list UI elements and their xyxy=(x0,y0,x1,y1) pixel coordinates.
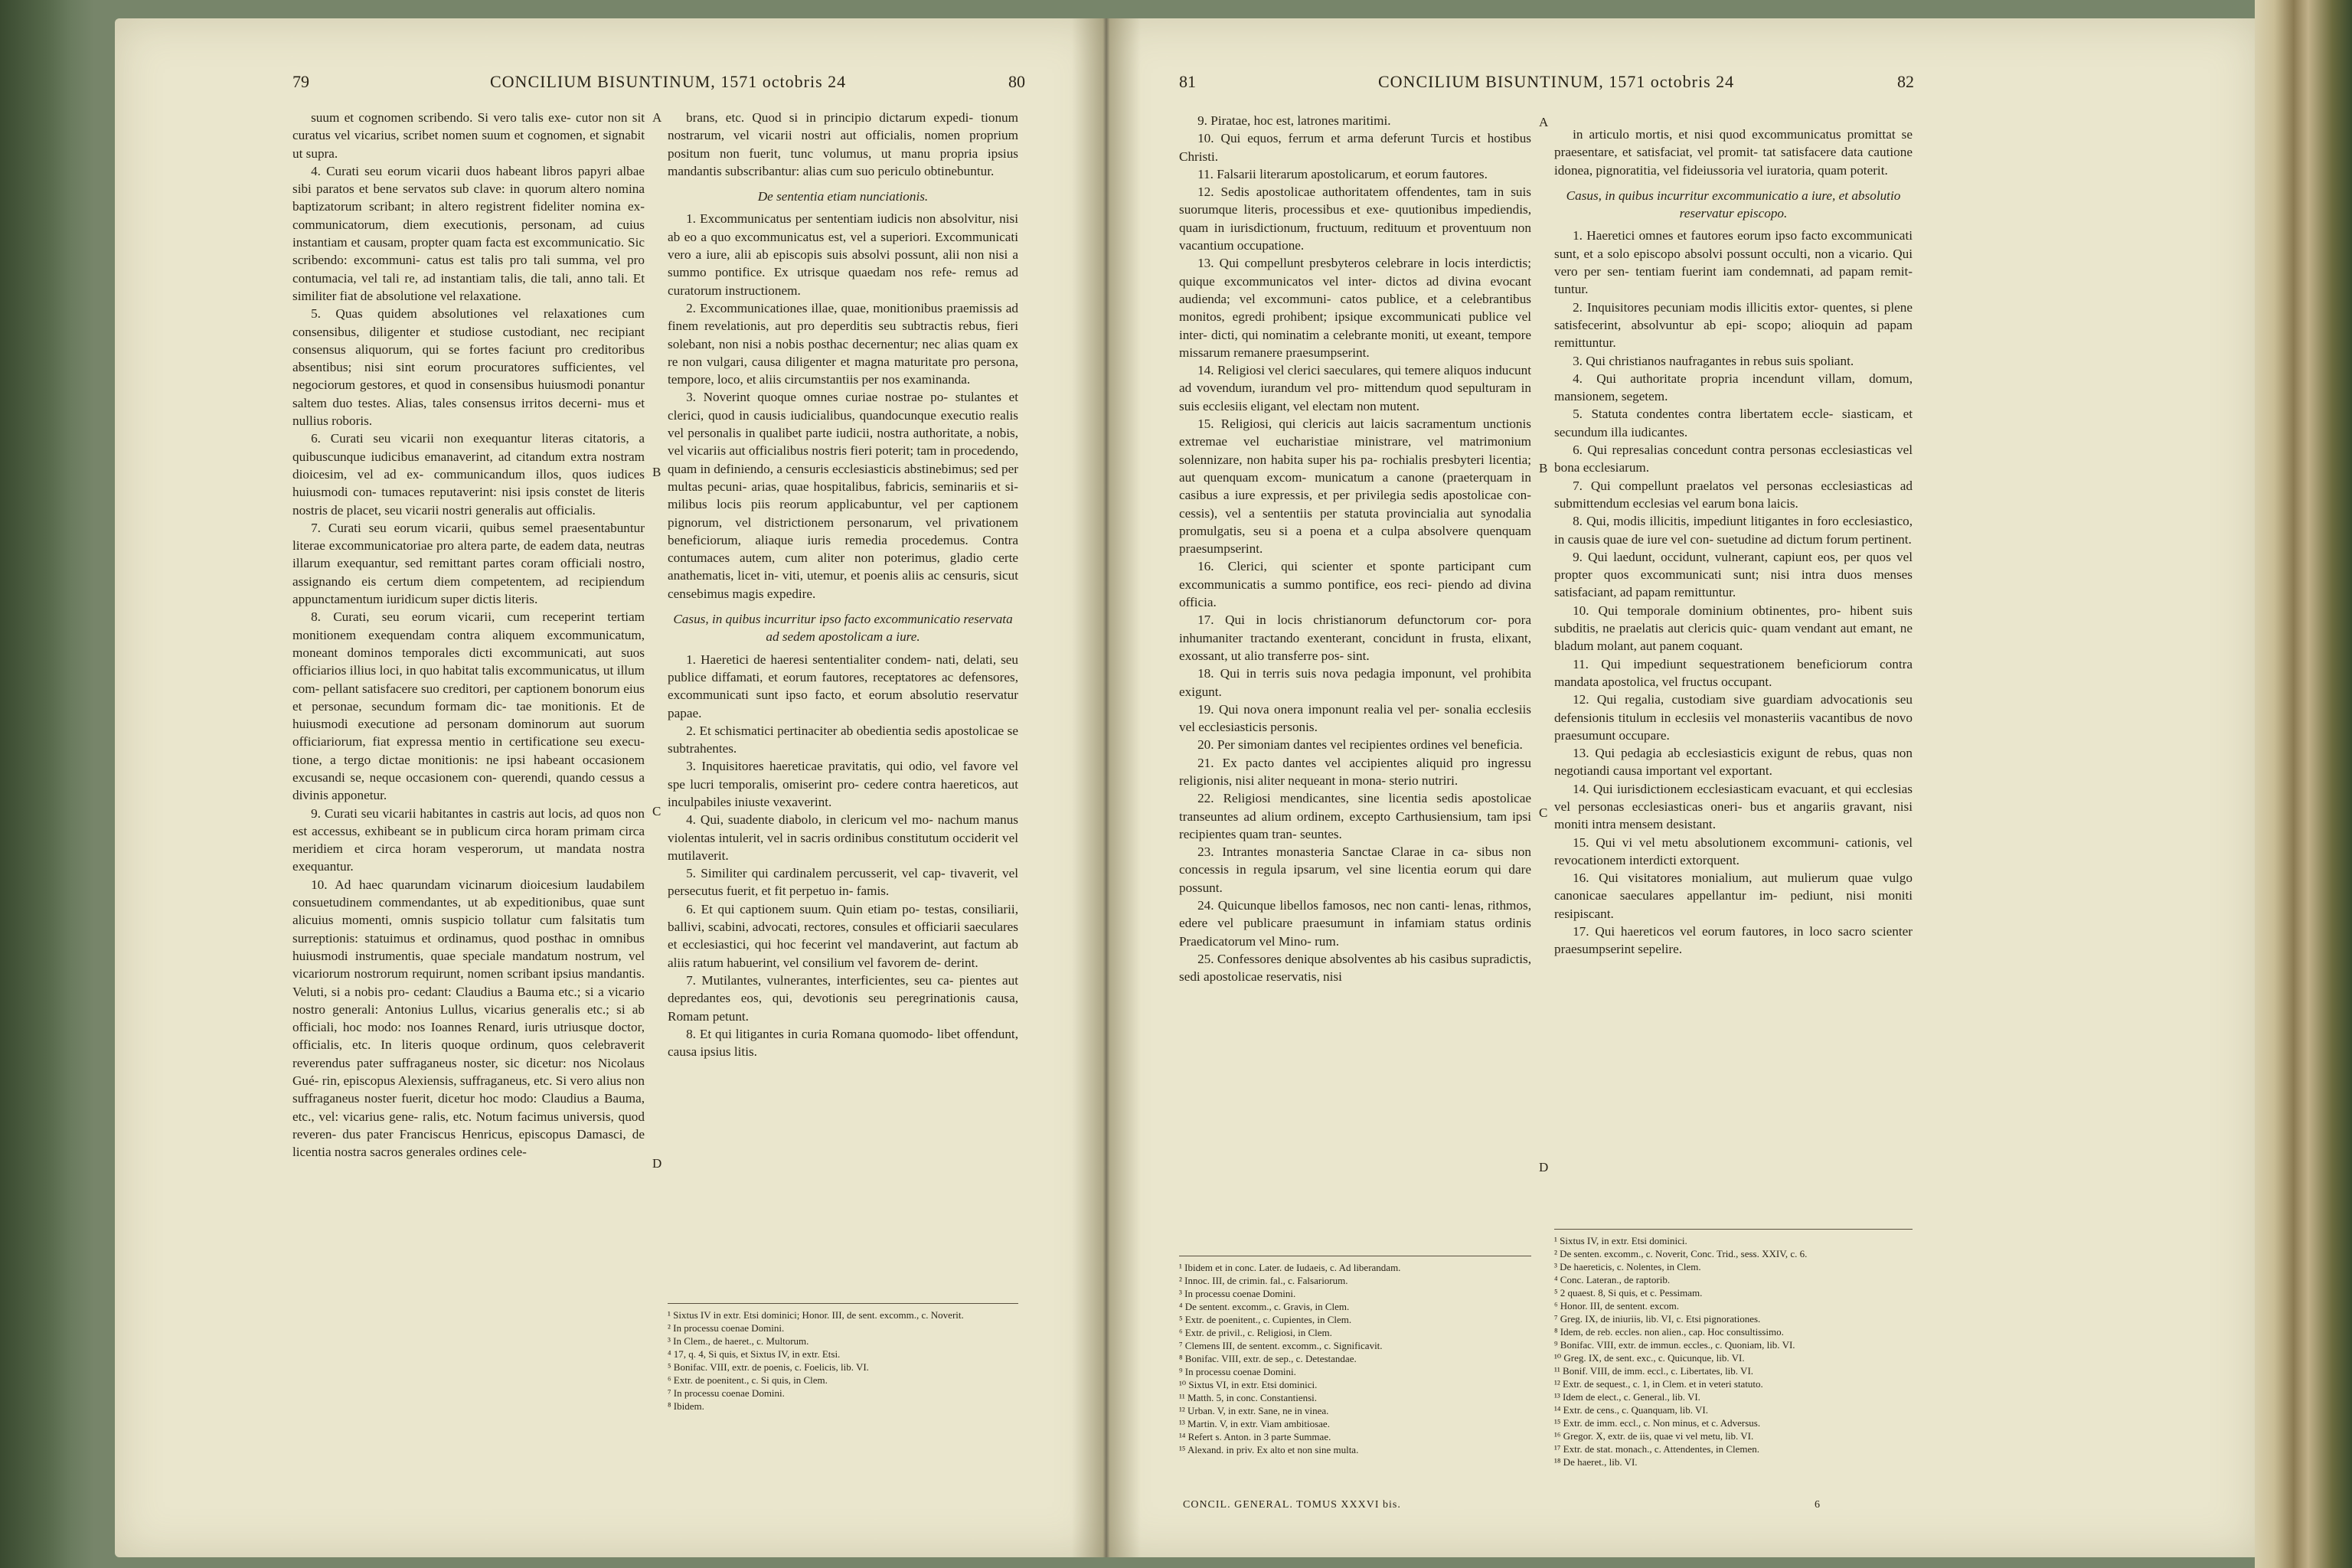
footnote: ⁸ Ibidem. xyxy=(668,1400,704,1412)
paragraph: 1. Haeretici omnes et fautores eorum ipso facto excommunicati sunt, et a solo episcopo absolvi possunt occulti, non a vicario. Qui vero per sen- tentiam fuerint iam condemnati, ad papam remit- tuntur. xyxy=(1554,228,1913,297)
footnote: ¹² Urban. V, in extr. Sane, ne in vinea. xyxy=(1179,1405,1329,1416)
footnote: ¹ Ibidem et in conc. Later. de Iudaeis, c. Ad liberandam. xyxy=(1179,1262,1401,1273)
paragraph: 1. Haeretici de haeresi sententialiter condem- nati, delati, seu publice diffamati, et eorum fautores, receptatores ac defensores, excommunicati sunt ipso facto, et eorum absolutio reservatur papae. xyxy=(668,652,1018,720)
paragraph: 8. Curati, seu eorum vicarii, cum receperint tertiam monitionem exequendam contra aliquem excommunicatum, moneant dominos temporales dicti excommunicati, aut suos officiarios illius loci, in quo habitat talis excommunicatus, ut illum com- pellant satisfacere suo creditori, per captionem bonorum eius et personae, secundum formam dic- tae monitionis. Et de huiusmodi executione ad personam dominorum aut suorum officiariorum, fiat expressa mentio in certificatione seu execu- tione, a tergo dictae monitionis: ne ipsi habeant occasionem excusandi se, neque occasionem con- querendi, quando cessus a divinis apponetur. xyxy=(292,609,645,803)
section-heading: Casus, in quibus incurritur ipso facto excommunicatio reservata ad sedem apostolicam a iure. xyxy=(673,612,1013,645)
paragraph: 7. Curati seu eorum vicarii, quibus semel praesentabuntur literae excommunicatoriae pro altera parte, de eadem data, neutras illarum exequantur, sed remittant partes coram officiali nostro, assignando eis certum diem competentem, ad recipiendum appunctamentum iuridicum super dictis literis. xyxy=(292,520,645,607)
paragraph: 10. Ad haec quarundam vicinarum dioicesium laudabilem consuetudinem commendantes, ut ab expeditionibus, quae sunt alicuius momenti, omnis suspicio tollatur cum falsitatis tum surreptionis: statuimus et ordinamus, quod posthac in omnibus huiusmodi instrumentis, quae speciale mandatum nostrum, vel vicariorum nostrorum requirunt, nomen scribant ipsius mandantis. Veluti, si a nobis pro- cedant: Claudius a Bauma etc.; si a vicario nostro generali: Antonius Lullus, vicarius generalis etc.; si ab officiali, hoc modo: nos Ioannes Renard, iuris utriusque doctor, officialis, etc. In literis quoque ordinum, quos celebraverit reverendus pater suffraganeus noster, sic dicetur: nos Nicolaus Gué- rin, episcopus Alexiensis, suffraganeus, etc. Si vero alius non suffraganeus noster fuerit, dicetur hoc modo: Claudius a Bauma, etc., vel: vicarius gene- ralis, etc. Notum facimus universis, quod reveren- dus pater Franciscus Henricus, episcopus Damasci, de licentia nostra sacros generales ordines cele- xyxy=(292,877,645,1160)
margin-letter: C xyxy=(1539,805,1548,820)
footnote: ³ In processu coenae Domini. xyxy=(1179,1288,1296,1299)
margin-letter: A xyxy=(652,110,662,125)
footnote: ⁵ 2 quaest. 8, Si quis, et c. Pessimam. xyxy=(1554,1287,1703,1298)
paragraph: 4. Curati seu eorum vicarii duos habeant libros papyri albae sibi paratos et bene servatos sub clave: in quorum altero nomina baptizatorum scribant; in altero registrent fideliter nomina ex- communicatorum, diem executionis, personam, ad cuius instantiam et causam, propter quam facta est excommunicatio. Sic scribendo: excommuni- catus est talis pro tali summa, vel pro contumacia, vel tali re, ad instantiam talis, die tali, anno tali. Et similiter fiat de absolutione vel relaxatione. xyxy=(292,163,645,303)
paragraph: 14. Qui iurisdictionem ecclesiasticam evacuant, et qui ecclesias vel personas ecclesiasticas oneri- bus et angariis gravant, nisi moniti intra mensem desistant. xyxy=(1554,781,1913,832)
footnote: ⁶ Honor. III, de sentent. excom. xyxy=(1554,1300,1680,1312)
footnote: ¹² Extr. de sequest., c. 1, in Clem. et in veteri statuto. xyxy=(1554,1378,1763,1390)
paragraph: suum et cognomen scribendo. Si vero talis exe- cutor non sit curatus vel vicarius, scribet nomen suum et cognomen, et signabit ut supra. xyxy=(292,110,645,161)
paragraph: 13. Qui pedagia ab ecclesiasticis exigunt de rebus, quas non negotiandi causa important vel exportant. xyxy=(1554,746,1913,779)
paragraph: 3. Inquisitores haereticae pravitatis, qui odio, vel favore vel spe lucri temporalis, omiserint pro- cedere contra haereticos, aut inculpabiles iniuste vexaverint. xyxy=(668,759,1018,809)
footnote: ¹⁰ Sixtus VI, in extr. Etsi dominici. xyxy=(1179,1379,1318,1390)
footnote: ⁷ In processu coenae Domini. xyxy=(668,1387,785,1399)
paragraph: 6. Curati seu vicarii non exequantur literas citatoris, a quibuscunque iudicibus emanaverint, ad citandum extra nostram dioicesim, vel ad ex- communicandum illos, quos iudices huiusmodi con- tumaces reputaverint: nisi ipsis constet de literis nostris de placet, seu vicarii nostri generalis aut officialis. xyxy=(292,431,645,518)
paragraph: 12. Qui regalia, custodiam sive guardiam advocationis seu defensionis titulum in ecclesiis vel monasteriis vacantibus de novo praesumunt occupare. xyxy=(1554,692,1913,743)
footnote: ⁷ Clemens III, de sentent. excomm., c. Significavit. xyxy=(1179,1340,1383,1351)
footnote: ¹⁵ Extr. de imm. eccl., c. Non minus, et c. Adversus. xyxy=(1554,1417,1761,1429)
footnote: ¹⁸ De haeret., lib. VI. xyxy=(1554,1456,1638,1468)
footnote: ¹⁰ Greg. IX, de sent. exc., c. Quicunque, lib. VI. xyxy=(1554,1352,1745,1364)
paragraph: 20. Per simoniam dantes vel recipientes ordines vel beneficia. xyxy=(1197,737,1523,753)
paragraph: 21. Ex pacto dantes vel accipientes aliquid pro ingressu religionis, nisi aliter nequeant in mona- sterio nutriri. xyxy=(1179,755,1531,788)
paragraph: 6. Et qui captionem suum. Quin etiam po- testas, consiliarii, ballivi, scabini, advocati, rectores, consules et officiarii saeculares et ecclesiastici, qui hoc fecerint vel mandaverint, aut factum ab aliis ratum habuerint, vel consilium vel favorem de- derint. xyxy=(668,901,1018,970)
paragraph: 17. Qui haereticos vel eorum fautores, in loco sacro scienter praesumpserint sepelire. xyxy=(1554,924,1913,957)
footnote: ¹³ Idem de elect., c. General., lib. VI. xyxy=(1554,1391,1700,1403)
signature-page-number: 6 xyxy=(1815,1499,1820,1511)
footnote: ⁶ Extr. de poenitent., c. Si quis, in Clem. xyxy=(668,1374,828,1386)
paragraph: 16. Clerici, qui scienter et sponte participant cum excommunicatis a summo pontifice, eos reci- piendo ad divina officia. xyxy=(1179,559,1531,610)
paragraph: 10. Qui equos, ferrum et arma deferunt Turcis et hostibus Christi. xyxy=(1179,131,1531,164)
paragraph: 10. Qui temporale dominium obtinentes, pro- hibent suis subditis, ne praelatis aut clericis quic- quam vendant aut emant, ne bladum molant, aut panem coquant. xyxy=(1554,603,1913,654)
margin-letter: D xyxy=(1539,1160,1549,1174)
margin-letter: B xyxy=(652,465,662,479)
footnote: ¹³ Martin. V, in extr. Viam ambitiosae. xyxy=(1179,1418,1330,1429)
paragraph: 6. Qui represalias concedunt contra personas ecclesiasticas vel bona ecclesiarum. xyxy=(1554,443,1913,475)
footnote: ⁷ Greg. IX, de iniuriis, lib. VI, c. Etsi pignorationes. xyxy=(1554,1313,1761,1325)
paragraph: 12. Sedis apostolicae authoritatem offendentes, tam in suis suorumque literis, processibus et exe- quutionibus impediendis, quam in iurisdictionum, fructuum, redituum et proventuum non vacantium occupatione. xyxy=(1179,185,1531,253)
paragraph: brans, etc. Quod si in principio dictarum expedi- tionum nostrarum, vel vicarii nostri aut officialis, nomen proprium positum non fuerit, tunc volumus, ut manu propria ipsius mandantis subscribantur: alias cum suo periculo obtinebuntur. xyxy=(668,110,1018,178)
paragraph: 2. Inquisitores pecuniam modis illicitis extor- quentes, si plene satisfecerint, absolvuntur ab epi- scopo; alioquin ad papam remittuntur. xyxy=(1554,299,1913,351)
footnote: ¹ Sixtus IV, in extr. Etsi dominici. xyxy=(1554,1235,1687,1246)
footnote: ² De senten. excomm., c. Noverit, Conc. Trid., sess. XXIV, c. 6. xyxy=(1554,1248,1808,1259)
paragraph: 22. Religiosi mendicantes, sine licentia sedis apostolicae transeuntes ad alium ordinem, excepto Carthusiensium, tam ipsi recipientes quam tran- seuntes. xyxy=(1179,791,1531,841)
paragraph: 3. Noverint quoque omnes curiae nostrae po- stulantes et clerici, quod in causis iudicialibus, quandocunque executio realis vel personalis in qualibet parte iudicii, nostra authoritate, a nobis, vel vicariis aut officialibus nostris fieri poterit; tam in procedendo, quam in definiendo, a censuris ecclesiasticis abstinebimus; sed per multas pecuni- arias, quae hospitalibus, fabricis, seminariis et si- milibus locis piis reorum applicabuntur, vel per captionem pignorum, vel districtionem personarum, vel privationem beneficiorum, aliaque iuris remedia procedemus. Contra contumaces autem, cum aliter non poterimus, gladio certe anathematis, licet in- viti, utemur, et poenis aliis ac censuris, sicut censebimus magis expedire. xyxy=(668,390,1018,601)
footnote: ¹⁴ Refert s. Anton. in 3 parte Summae. xyxy=(1179,1431,1331,1442)
paragraph: 13. Qui compellunt presbyteros celebrare in locis interdictis; quique excommunicatos vel inter- dictos ad divina evocant audienda; vel excommuni- catos publice, et a celebrantibus monitos, egredi prohibent; ipsique excommunicati publice vel inter- dicti, qui nominatim a celebrante moniti, ut exeant, tempore missarum remanere praesumpserint. xyxy=(1179,256,1531,360)
paragraph: in articulo mortis, et nisi quod excommunicatus promittat se praesentare, et satisfaciat, vel promit- tat satisfacere data cautione idonea, pignoratitia, vel fideiussoria vel iuratoria, quam poterit. xyxy=(1554,127,1913,178)
paragraph: 8. Et qui litigantes in curia Romana quomodo- libet offendunt, causa ipsius litis. xyxy=(668,1026,1018,1060)
footnote: ¹⁴ Extr. de cens., c. Quanquam, lib. VI. xyxy=(1554,1404,1708,1416)
footnote: ² In processu coenae Domini. xyxy=(668,1322,785,1334)
right-page-column-1 xyxy=(1179,112,1531,986)
footnote: ¹⁷ Extr. de stat. monach., c. Attendentes, in Clemen. xyxy=(1554,1443,1760,1455)
footnote: ⁴ Conc. Lateran., de raptorib. xyxy=(1554,1274,1671,1285)
paragraph: 9. Curati seu vicarii habitantes in castris aut locis, ad quos non est accessus, exhibeant se in publicum circa horam primam circa meridiem et circa horam vesperorum, ut mandata nostra exequantur. xyxy=(292,805,645,874)
paragraph: 5. Similiter qui cardinalem percusserit, vel cap- tivaverit, vel persecutus fuerit, et fit perpetuo in- famis. xyxy=(668,866,1018,899)
page-number-79: 79 xyxy=(292,72,309,91)
page-number-80: 80 xyxy=(1008,72,1025,91)
paragraph: 2. Excommunicationes illae, quae, monitionibus praemissis ad finem revelationis, aut pro deperditis seu subtractis rebus, fieri solebant, non nisi a nobis posthac decernentur; nec alias quam ex re non vulgari, causa diligenter et magna maturitate pro persona, tempore, loco, et aliis circumstantiis per nos examinanda. xyxy=(668,300,1018,387)
footnote: ¹¹ Bonif. VIII, de imm. eccl., c. Libertates, lib. VI. xyxy=(1554,1365,1754,1377)
book-gutter xyxy=(1072,18,1141,1557)
footnote: ¹⁵ Alexand. in priv. Ex alto et non sine multa. xyxy=(1179,1444,1359,1455)
section-heading: Casus, in quibus incurritur excommunicatio a iure, et absolutio reservatur episcopo. xyxy=(1566,188,1901,221)
paragraph: 5. Statuta condentes contra libertatem eccle- siasticam, et secundum illa iudicantes. xyxy=(1554,407,1913,439)
paragraph: 4. Qui authoritate propria incendunt villam, domum, mansionem, segetem. xyxy=(1554,371,1913,404)
right-page-footnotes-1 xyxy=(1179,1256,1531,1456)
paragraph: 19. Qui nova onera imponunt realia vel per- sonalia ecclesiis vel ecclesiasticis personis. xyxy=(1179,701,1531,735)
paragraph: 25. Confessores denique absolventes ab his casibus supradictis, sedi apostolicae reservatis, nisi xyxy=(1179,951,1531,985)
left-running-header: CONCILIUM BISUNTINUM, 1571 octobris 24 xyxy=(490,72,847,91)
footnote: ⁹ Bonifac. VIII, extr. de immun. eccles., c. Quoniam, lib. VI. xyxy=(1554,1339,1795,1351)
margin-letter: D xyxy=(652,1156,662,1171)
footnote: ¹ Sixtus IV in extr. Etsi dominici; Honor. III, de sent. excomm., c. Noverit. xyxy=(668,1309,964,1321)
left-page-column-2 xyxy=(668,109,1018,1060)
footnote: ⁶ Extr. de privil., c. Religiosi, in Clem. xyxy=(1179,1327,1332,1338)
paragraph: 15. Qui vi vel metu absolutionem excommuni- cationis, vel revocationem interdicti extorquent. xyxy=(1554,835,1913,867)
paragraph: 23. Intrantes monasteria Sanctae Clarae in ca- sibus non concessis in regula ipsarum, vel sine licentia eorum qui dare possunt. xyxy=(1179,844,1531,895)
footnote: ³ De haereticis, c. Nolentes, in Clem. xyxy=(1554,1261,1701,1272)
paragraph: 9. Piratae, hoc est, latrones maritimi. xyxy=(1197,113,1391,128)
right-page-footnotes-2 xyxy=(1554,1229,1913,1468)
paragraph: 5. Quas quidem absolutiones vel relaxationes cum consensibus, diligenter et studiose custodiant, nec recipiant consensus aliquorum, qui se fortes faciunt pro creditoribus absentibus; nisi sint eorum procuratores sufficientes, vel negociorum gestores, et quod in consensibus huiusmodi ponantur saltem duo testes. Alias, tales consensus irritos decerni- mus et nullius roboris. xyxy=(292,306,645,429)
footnote: ⁴ 17, q. 4, Si quis, et Sixtus IV, in extr. Etsi. xyxy=(668,1348,841,1360)
right-running-header: CONCILIUM BISUNTINUM, 1571 octobris 24 xyxy=(1378,72,1735,91)
paragraph: 9. Qui laedunt, occidunt, vulnerant, capiunt eos, per quos vel propter quos excommunicati sunt; nisi intra duos menses satisfaciant, ad papam remittuntur. xyxy=(1554,549,1913,600)
paragraph: 7. Mutilantes, vulnerantes, interficientes, seu ca- pientes aut depredantes eos, qui, devotionis seu peregrinationis causa, Romam petunt. xyxy=(668,972,1018,1024)
paragraph: 2. Et schismatici pertinaciter ab obedientia sedis apostolicae se subtrahentes. xyxy=(668,723,1018,756)
footnote: ⁴ De sentent. excomm., c. Gravis, in Clem. xyxy=(1179,1301,1350,1312)
margin-letter: C xyxy=(652,804,662,818)
paragraph: 24. Quicunque libellos famosos, nec non canti- lenas, rithmos, edere vel publicare praesumunt in infamiam status ordinis Praedicatorum vel Mino- rum. xyxy=(1179,898,1531,949)
footnote: ⁹ In processu coenae Domini. xyxy=(1179,1366,1296,1377)
paragraph: 14. Religiosi vel clerici saeculares, qui temere aliquos inducunt ad vovendum, iurandum vel pro- mittendum quod sepulturam in suis ecclesiis eligant, vel electam non mutent. xyxy=(1179,363,1531,413)
paragraph: 8. Qui, modis illicitis, impediunt litigantes in foro ecclesiastico, in causis quae de iure vel con- suetudine ad dictum forum pertinent. xyxy=(1554,514,1913,547)
footnote: ³ In Clem., de haeret., c. Multorum. xyxy=(668,1335,809,1347)
footnote: ⁵ Bonifac. VIII, extr. de poenis, c. Foelicis, lib. VI. xyxy=(668,1361,869,1373)
paragraph: 15. Religiosi, qui clericis aut laicis sacramentum unctionis extremae vel eucharistiae ministrare, vel matrimonium solennizare, non habita super his pa- rochialis presbyteri licentia; aut quenquam excom- municatum a canone (praeterquam in casibus a iure expressis, et per privilegia sedis apostolicae con- cessis), vel a sententiis per statuta provincialia aut synodalia promulgatis, seu si a poena et a culpa absolvere quenquam praesumpserint. xyxy=(1179,416,1531,557)
footnote: ⁵ Extr. de poenitent., c. Cupientes, in Clem. xyxy=(1179,1314,1352,1325)
paragraph: 7. Qui compellunt praelatos vel personas ecclesiasticas ad submittendum ecclesias vel earum bona laicis. xyxy=(1554,478,1913,511)
right-page-column-2 xyxy=(1554,126,1913,959)
section-heading: De sententia etiam nunciationis. xyxy=(757,189,929,204)
paragraph: 4. Qui, suadente diabolo, in clericum vel mo- nachum manus violentas intulerit, vel in sacris ordinibus constitutum occiderit vel mutilaverit. xyxy=(668,812,1018,863)
footnote: ⁸ Bonifac. VIII, extr. de sep., c. Detestandae. xyxy=(1179,1353,1357,1364)
paragraph: 11. Qui impediunt sequestrationem beneficiorum contra mandata apostolica, vel fructus occupant. xyxy=(1554,656,1913,689)
book-edge xyxy=(2255,0,2352,1568)
signature-line: CONCIL. GENERAL. TOMUS XXXVI bis. xyxy=(1183,1499,1401,1511)
paragraph: 1. Excommunicatus per sententiam iudicis non absolvitur, nisi ab eo a quo excommunicatus est, vel a superiori. Excommunicati vero a iure, alii ab episcopis suis absolvi possunt, alii non nisi a summo pontifice. Ex utrisque quaedam nos refe- remus ad curatorum instructionem. xyxy=(668,211,1018,298)
left-page-column-1 xyxy=(292,109,645,1161)
paragraph: 3. Qui christianos naufragantes in rebus suis spoliant. xyxy=(1573,353,1854,368)
paragraph: 17. Qui in locis christianorum defunctorum cor- pora inhumaniter tractando exenterant, concidunt in frusta, elixant, exossant, ut alio transferre pos- sint. xyxy=(1179,612,1531,663)
footnote: ⁸ Idem, de reb. eccles. non alien., cap. Hoc consultissimo. xyxy=(1554,1326,1784,1338)
page-number-82: 82 xyxy=(1897,72,1914,91)
footnote: ¹⁶ Gregor. X, extr. de iis, quae vi vel metu, lib. VI. xyxy=(1554,1430,1754,1442)
margin-letter: B xyxy=(1539,461,1548,475)
paragraph: 18. Qui in terris suis nova pedagia imponunt, vel prohibita exigunt. xyxy=(1179,666,1531,699)
left-page-footnotes xyxy=(668,1303,1018,1413)
footnote: ² Innoc. III, de crimin. fal., c. Falsariorum. xyxy=(1179,1275,1348,1286)
footnote: ¹¹ Matth. 5, in conc. Constantiensi. xyxy=(1179,1392,1318,1403)
margin-letter: A xyxy=(1539,115,1549,129)
page-number-81: 81 xyxy=(1179,72,1196,91)
paragraph: 11. Falsarii literarum apostolicarum, et eorum fautores. xyxy=(1197,166,1488,181)
paragraph: 16. Qui visitatores monialium, aut mulierum quae vulgo canonicae saeculares appellantur im- pediunt, nisi moniti resipiscant. xyxy=(1554,871,1913,921)
